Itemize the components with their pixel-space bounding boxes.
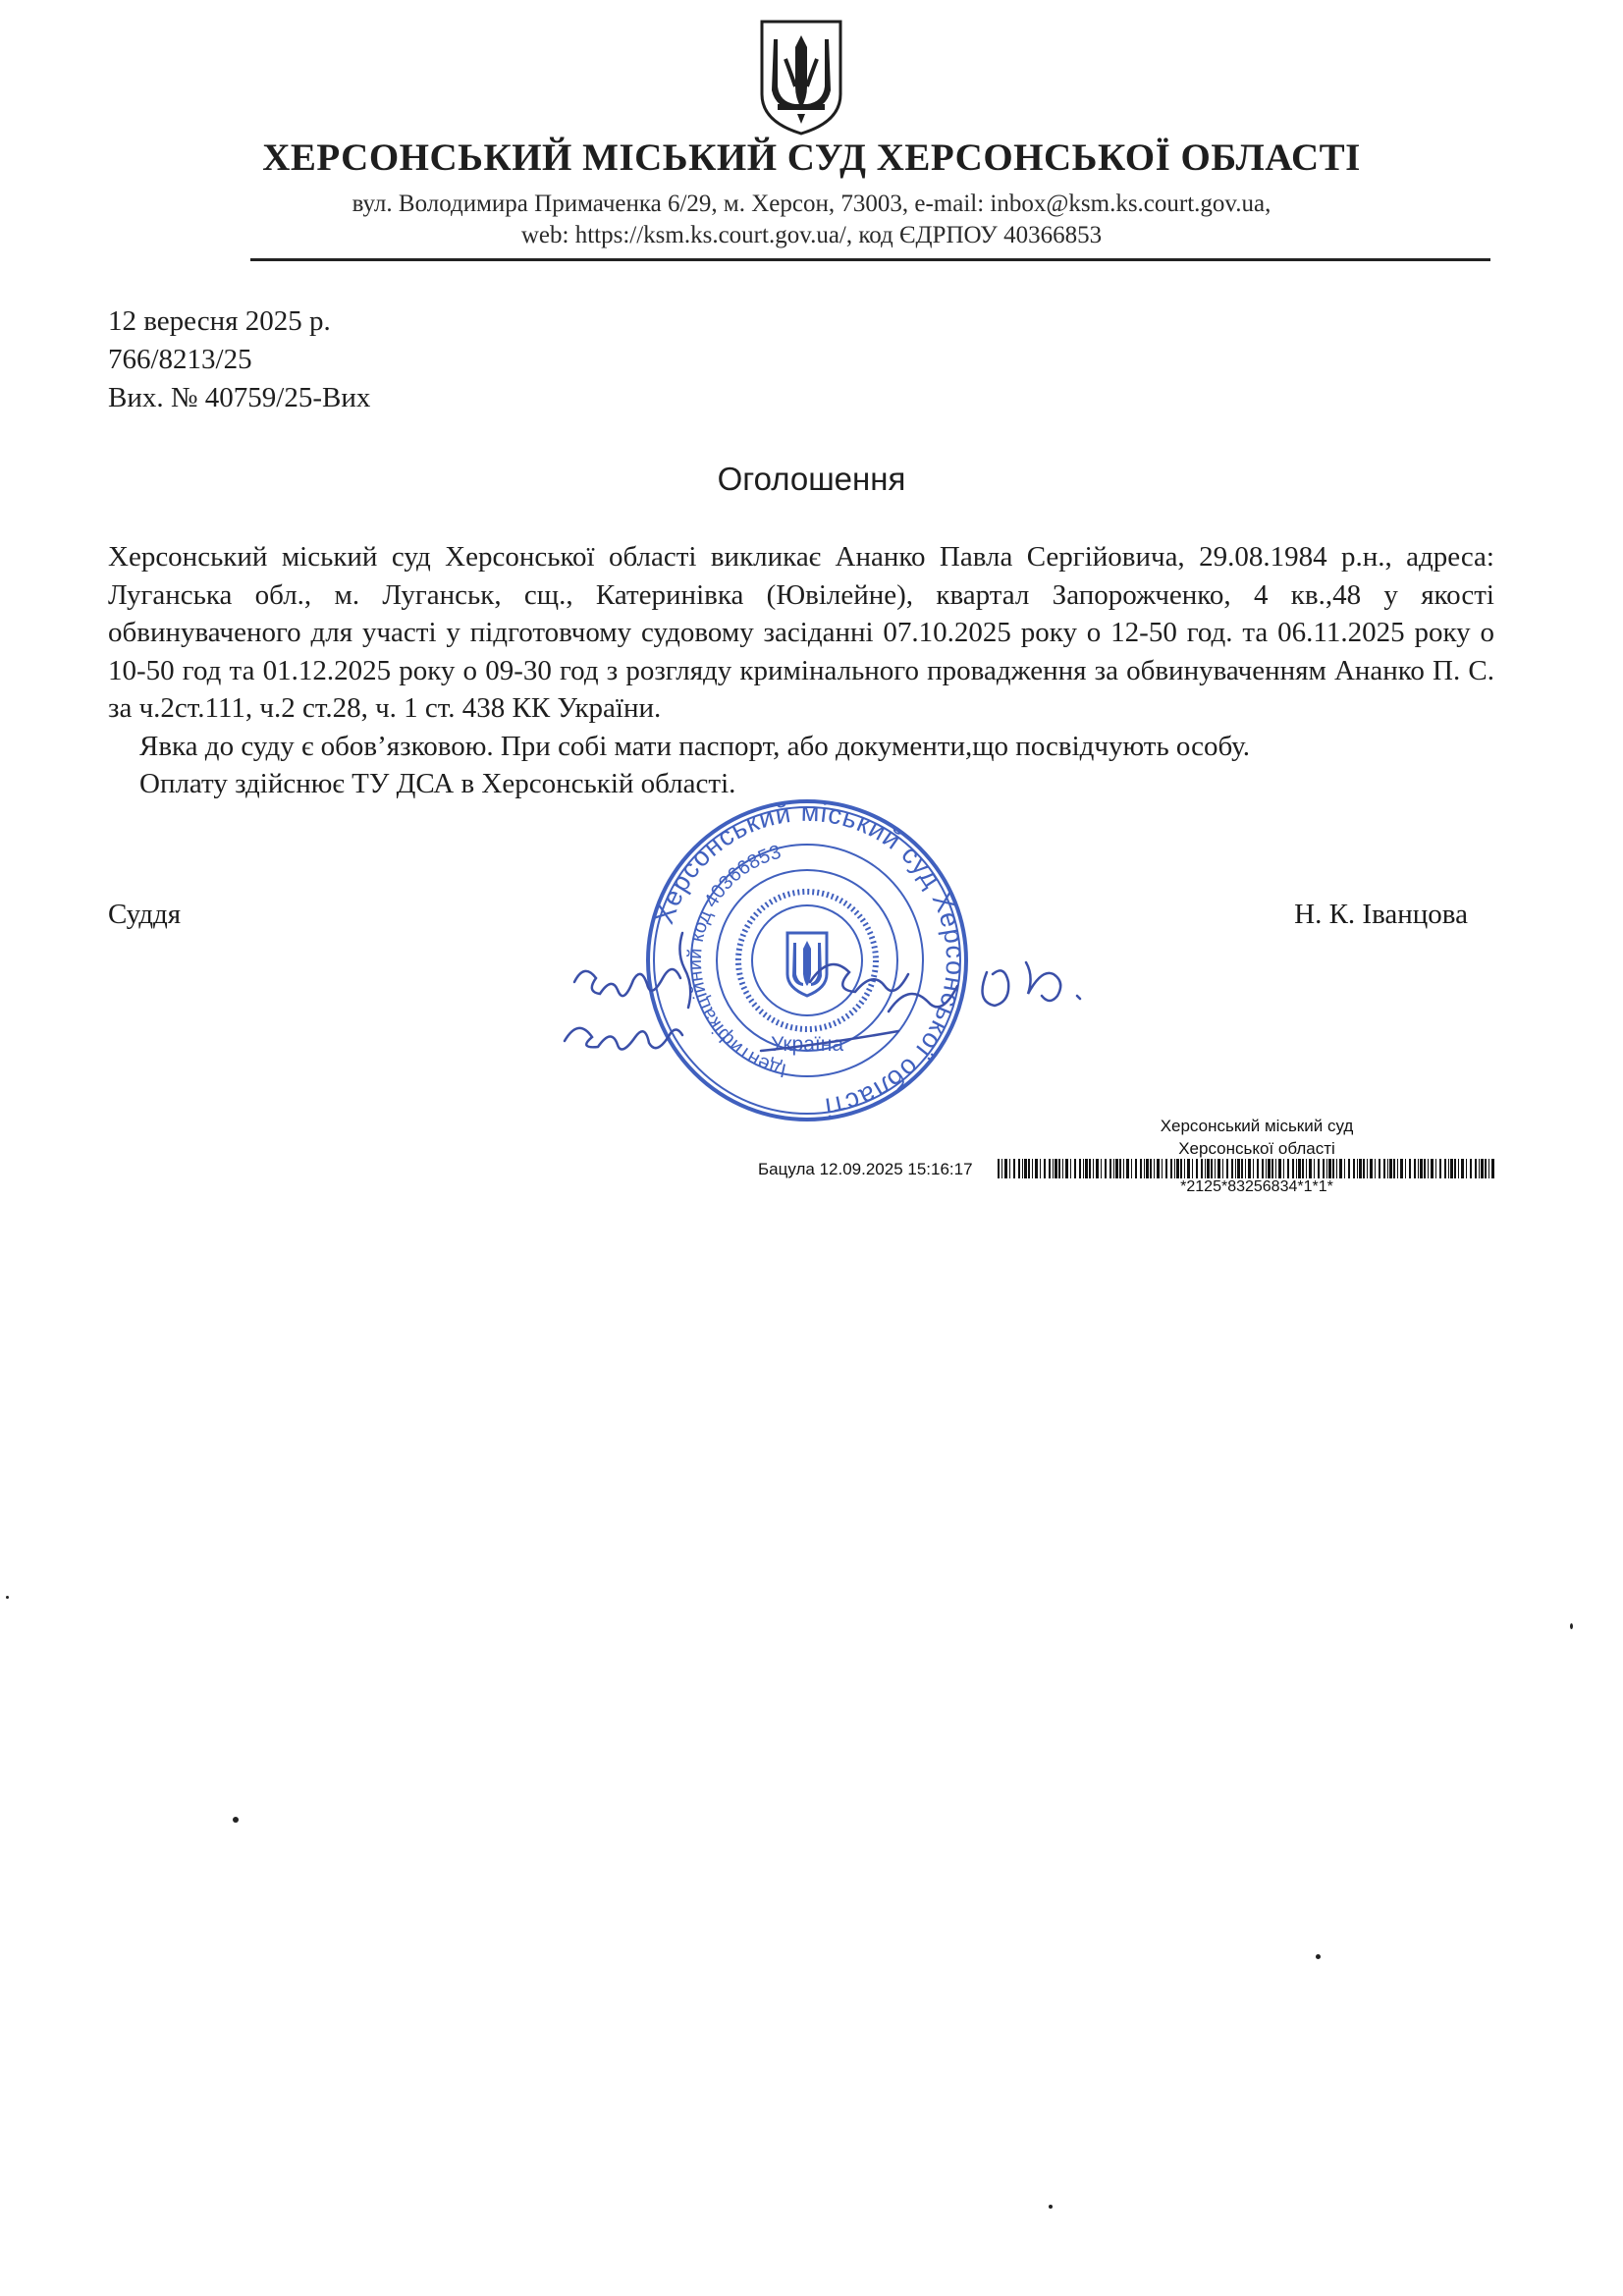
registration-barcode-text: *2125*83256834*1*1* [1180,1178,1333,1195]
barcode-bar [1292,1159,1294,1178]
barcode-bar [1397,1159,1398,1178]
barcode-bar [1184,1159,1185,1178]
barcode-bar [1393,1159,1395,1178]
barcode-bar [1326,1159,1327,1178]
barcode-bar [1332,1159,1334,1178]
barcode-bar [1435,1159,1436,1178]
barcode-bar [1001,1159,1002,1178]
barcode-bar [1339,1159,1342,1178]
barcode-bar [1226,1159,1228,1178]
document-title: Оголошення [717,461,906,497]
barcode-bar [1055,1159,1057,1178]
barcode-bar [1353,1159,1355,1178]
barcode-bar [1379,1159,1380,1178]
barcode-bar [1309,1159,1312,1178]
barcode-bar [1040,1159,1041,1178]
barcode-bar [1387,1159,1388,1178]
barcode-bar [1089,1159,1091,1178]
barcode-bar [1049,1159,1051,1178]
court-address-line-2: web: https://ksm.ks.court.gov.ua/, код ЄДРПОУ 40366853 [520,222,1103,248]
barcode-bar [1245,1159,1246,1178]
barcode-bar [1275,1159,1276,1178]
barcode-bar [1154,1159,1155,1178]
barcode-bar [1344,1159,1345,1178]
barcode-bar [1053,1159,1054,1178]
barcode-bar [1105,1159,1107,1178]
barcode-bar [1093,1159,1094,1178]
barcode-bar [1318,1159,1320,1178]
barcode-bar [1400,1159,1403,1178]
barcode-bar [1475,1159,1477,1178]
barcode-bar [1359,1159,1362,1178]
header-divider [250,258,1490,261]
barcode-bar [1298,1159,1301,1178]
barcode-bar [1302,1159,1304,1178]
barcode-bar [1170,1159,1172,1178]
barcode-bar [1470,1159,1472,1178]
barcode-bar [1044,1159,1046,1178]
barcode-bar [1070,1159,1071,1178]
scan-speck [1049,2205,1053,2209]
barcode-bar [1248,1159,1251,1178]
barcode-bar [1428,1159,1429,1178]
barcode-bar [1414,1159,1416,1178]
registration-court-line-1: Херсонський міський суд [1160,1117,1354,1135]
barcode-bar [1383,1159,1385,1178]
seal-inner-text: Ідентифікаційний код 40366853 [683,841,788,1081]
barcode-bar [1235,1159,1236,1178]
barcode-bar [1461,1159,1464,1178]
barcode-bar [1431,1159,1434,1178]
barcode-bar [1196,1159,1198,1178]
barcode-bar [1253,1159,1254,1178]
case-number: 766/8213/25 [108,344,252,375]
scan-speck [6,1596,9,1599]
barcode-bar [1144,1159,1145,1178]
barcode-bar [1314,1159,1315,1178]
barcode-bar [1215,1159,1216,1178]
seal-outer-text: Херсонський міський суд Херсонської області [649,796,971,1122]
handwritten-signature [535,913,1105,1080]
barcode-bar [1409,1159,1411,1178]
barcode-bar [1418,1159,1419,1178]
barcode-bar [1205,1159,1206,1178]
barcode-bar [1271,1159,1273,1178]
barcode-bar [1123,1159,1124,1178]
barcode-bar [1448,1159,1449,1178]
barcode-bar [1140,1159,1142,1178]
barcode-bar [1074,1159,1076,1178]
barcode-bar [1405,1159,1406,1178]
barcode-bar [1367,1159,1368,1178]
barcode-bar [1217,1159,1220,1178]
outgoing-number: Вих. № 40759/25-Вих [108,382,371,413]
barcode-bar [1266,1159,1267,1178]
barcode-bar [1135,1159,1137,1178]
barcode-bar [1096,1159,1099,1178]
barcode-bar [1126,1159,1129,1178]
barcode-bar [1085,1159,1088,1178]
barcode-bar [1439,1159,1441,1178]
barcode-bar [1479,1159,1480,1178]
trident-emblem-icon [756,18,846,137]
barcode-bar [1454,1159,1456,1178]
registration-court-line-2: Херсонської області [1178,1139,1335,1158]
barcode-bar [1262,1159,1264,1178]
signature-name: Н. К. Іванцова [1294,899,1468,930]
barcode-bar [1009,1159,1010,1178]
barcode-bar [1370,1159,1373,1178]
barcode-bar [1323,1159,1325,1178]
barcode-bar [998,1159,1000,1178]
court-name-heading: ХЕРСОНСЬКИЙ МІСЬКИЙ СУД ХЕРСОНСЬКОЇ ОБЛАСТІ [262,137,1361,179]
barcode-bar [1176,1159,1179,1178]
barcode-bar [1211,1159,1213,1178]
signature-role: Суддя [108,899,182,930]
barcode-bar [1187,1159,1190,1178]
barcode-bar [1065,1159,1068,1178]
barcode-bar [1222,1159,1223,1178]
barcode-bar [1101,1159,1102,1178]
barcode-bar [1357,1159,1358,1178]
barcode-bar [1458,1159,1459,1178]
scan-speck [1570,1623,1573,1629]
barcode-bar [1283,1159,1284,1178]
registration-barcode [998,1159,1498,1178]
barcode-bar [1296,1159,1297,1178]
barcode-bar [1146,1159,1149,1178]
barcode-bar [1450,1159,1453,1178]
barcode-bar [1018,1159,1020,1178]
barcode-bar [1022,1159,1023,1178]
barcode-bar [1348,1159,1350,1178]
paragraph-payment: Оплату здійснює ТУ ДСА в Херсонській області. [139,768,736,799]
barcode-bar [1058,1159,1060,1178]
seal-country-text: Україна [770,1033,844,1056]
barcode-bar [1336,1159,1337,1178]
barcode-bar [1131,1159,1132,1178]
barcode-bar [1466,1159,1467,1178]
barcode-bar [1004,1159,1007,1178]
barcode-bar [1024,1159,1027,1178]
barcode-bar [1287,1159,1289,1178]
barcode-bar [1306,1159,1307,1178]
barcode-bar [1113,1159,1114,1178]
registration-timestamp: Бацула 12.09.2025 15:16:17 [758,1160,973,1178]
barcode-bar [1032,1159,1033,1178]
barcode-bar [1119,1159,1121,1178]
barcode-bar [1481,1159,1484,1178]
barcode-bar [1207,1159,1210,1178]
barcode-bar [1083,1159,1084,1178]
barcode-bar [1115,1159,1118,1178]
barcode-bar [1150,1159,1152,1178]
barcode-bar [1424,1159,1426,1178]
scan-speck [233,1817,239,1823]
barcode-bar [1488,1159,1489,1178]
barcode-bar [1109,1159,1111,1178]
barcode-bar [1485,1159,1487,1178]
barcode-bar [1420,1159,1423,1178]
barcode-bar [1444,1159,1446,1178]
barcode-bar [1079,1159,1081,1178]
document-date: 12 вересня 2025 р. [108,305,331,337]
barcode-bar [1174,1159,1175,1178]
court-address-line-1: вул. Володимира Примаченка 6/29, м. Херсон, 73003, e-mail: inbox@ksm.ks.court.gov.ua, [352,191,1271,217]
barcode-bar [1162,1159,1163,1178]
barcode-bar [1180,1159,1182,1178]
barcode-bar [1328,1159,1331,1178]
barcode-bar [1237,1159,1240,1178]
barcode-bar [1231,1159,1233,1178]
barcode-bar [1241,1159,1243,1178]
scan-speck [1316,1954,1321,1959]
document-body [108,538,1494,803]
barcode-bar [1035,1159,1038,1178]
barcode-bar [1028,1159,1030,1178]
barcode-bar [1013,1159,1015,1178]
barcode-bar [1389,1159,1392,1178]
barcode-bar [1491,1159,1494,1178]
barcode-bar [1375,1159,1376,1178]
barcode-bar [1278,1159,1281,1178]
barcode-bar [1165,1159,1167,1178]
barcode-bar [1268,1159,1271,1178]
barcode-bar [1257,1159,1259,1178]
barcode-bar [1201,1159,1203,1178]
barcode-bar [1363,1159,1365,1178]
barcode-bar [1192,1159,1193,1178]
barcode-bar [1157,1159,1160,1178]
paragraph-attendance: Явка до суду є обов’язковою. При собі мати паспорт, або документи,що посвідчують особу. [139,730,1251,762]
paragraph-summons: Херсонський міський суд Херсонської області викликає Ананко Павла Сергійовича, 29.08.1984 р.н., адреса: Луганська обл., м. Луганськ, сщ., Катеринівка (Ювілейне), квартал Запорожченко, 4 кв.,48 у якості обвинуваченого для участі у підготовчому судовому засіданні 07.10.2025 року о 12-50 год. та 06.11.2025 року о 10-50 год та 01.12.2025 року о 09-30 год з розгляду кримінального провадження за обвинуваченням Ананко П. С. за ч.2ст.111, ч.2 ст.28, ч. 1 ст. 438 КК України. [108,541,1494,724]
barcode-bar [1062,1159,1063,1178]
